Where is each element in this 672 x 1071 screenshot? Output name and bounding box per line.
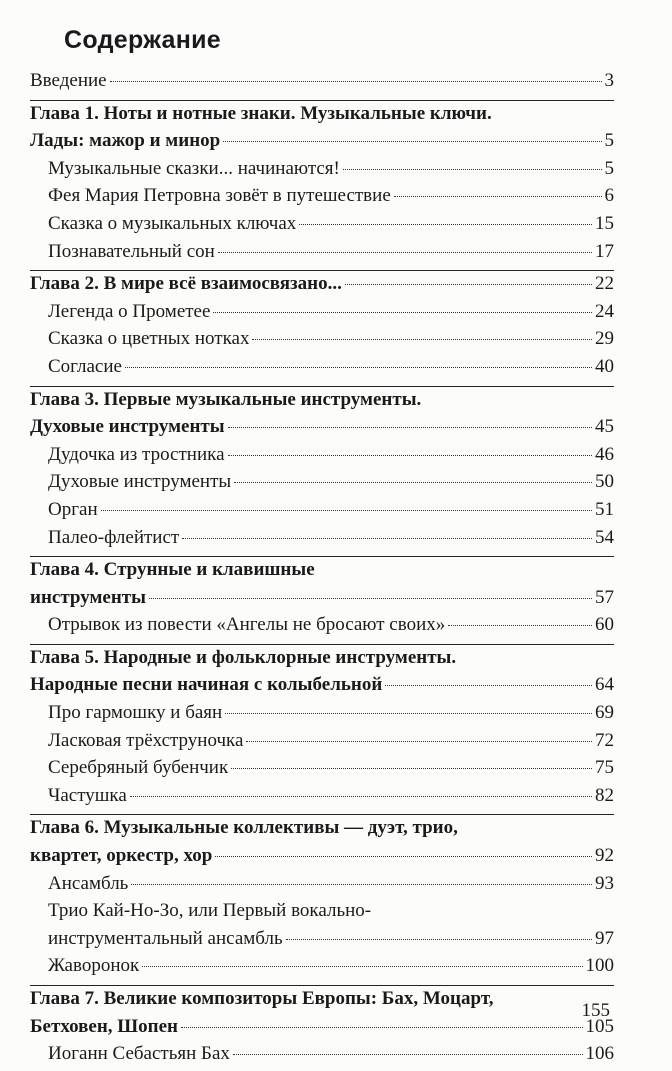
toc-entry-label: Серебряный бубенчик: [48, 757, 229, 779]
chapter-heading: Глава 7. Великие композиторы Европы: Бах, Моцарт,: [30, 988, 494, 1009]
toc-entry-page: 45: [595, 416, 614, 438]
toc-entry[interactable]: [30, 614, 614, 642]
toc-entry[interactable]: [30, 785, 614, 813]
dot-leader: [233, 1054, 583, 1055]
toc-entry[interactable]: [30, 1043, 614, 1071]
dot-leader: [182, 538, 592, 539]
dot-leader: [149, 598, 592, 599]
toc-entry-page: 17: [595, 240, 614, 262]
toc-entry-label: Жаворонок: [48, 955, 140, 977]
chapter-separator: [30, 814, 614, 815]
toc-entry[interactable]: [30, 873, 614, 901]
toc-entry-label: Дудочка из тростника: [48, 443, 225, 465]
toc-entry-label: Лады: мажор и минор: [30, 130, 221, 152]
toc-entry-label: Музыкальные сказки... начинаются!: [48, 157, 340, 179]
toc-entry[interactable]: [30, 471, 614, 499]
toc-entry-first-line[interactable]: [30, 900, 614, 928]
chapter-heading: Глава 1. Ноты и нотные знаки. Музыкальные ключи.: [30, 102, 492, 124]
dot-leader: [225, 713, 592, 714]
toc-entry-intro[interactable]: [30, 70, 614, 98]
dot-leader: [213, 312, 592, 313]
toc-entry-label: Сказка о музыкальных ключах: [48, 212, 297, 234]
toc-entry-page: 50: [595, 471, 614, 493]
dot-leader: [343, 169, 602, 170]
dot-leader: [131, 884, 592, 885]
toc-entry-label: инструменты: [30, 586, 146, 608]
toc-entry-label: Трио Кай-Но-Зо, или Первый вокально-: [48, 900, 372, 922]
toc-entry[interactable]: [30, 527, 614, 555]
toc-entry-label: Ансамбль: [48, 872, 129, 894]
toc-entry-label: Палео-флейтист: [48, 526, 180, 548]
toc-entry-page: 5: [604, 130, 614, 152]
toc-entry[interactable]: [30, 757, 614, 785]
chapter-separator: [30, 386, 614, 387]
toc-entry-page: 69: [595, 702, 614, 724]
chapter-list: [30, 100, 614, 1071]
toc-entry-label: инструментальный ансамбль: [48, 927, 283, 949]
toc-entry-page: 75: [595, 757, 614, 779]
dot-leader: [130, 796, 592, 797]
chapter-entry[interactable]: [30, 587, 614, 615]
toc-entry-page: 40: [595, 355, 614, 377]
toc-entry-page: 15: [595, 212, 614, 234]
toc-entry[interactable]: [30, 356, 614, 384]
toc-entry-page: 46: [595, 443, 614, 465]
toc-entry-label: Легенда о Прометее: [48, 300, 211, 322]
dot-leader: [228, 427, 592, 428]
toc-entry[interactable]: [30, 158, 614, 186]
toc-entry-label: Частушка: [48, 784, 127, 806]
dot-leader: [252, 339, 592, 340]
chapter-block: [30, 647, 614, 813]
chapter-entry[interactable]: [30, 130, 614, 158]
dot-leader: [215, 856, 592, 857]
toc-entry-page: 22: [595, 273, 614, 295]
toc-entry-page: 82: [595, 784, 614, 806]
toc-entry-label: Глава 2. В мире всё взаимосвязано...: [30, 273, 342, 295]
toc-entry-page: 51: [595, 498, 614, 520]
chapter-block: [30, 817, 614, 983]
chapter-block: [30, 103, 614, 269]
dot-leader: [345, 284, 592, 285]
dot-leader: [234, 482, 592, 483]
toc-entry-page: 106: [585, 1043, 614, 1065]
toc-entry-page: 93: [595, 872, 614, 894]
chapter-block: [30, 559, 614, 642]
toc-entry-label: Ласковая трёхструночка: [48, 729, 244, 751]
dot-leader: [101, 510, 592, 511]
dot-leader: [223, 141, 601, 142]
toc-entry-page: 92: [595, 845, 614, 867]
chapter-separator: [30, 270, 614, 271]
chapter-heading: Глава 3. Первые музыкальные инструменты.: [30, 388, 422, 410]
dot-leader: [142, 966, 582, 967]
chapter-entry[interactable]: [30, 674, 614, 702]
chapter-entry[interactable]: [30, 845, 614, 873]
toc-entry[interactable]: [30, 241, 614, 269]
dot-leader: [228, 455, 592, 456]
toc-entry-label: Сказка о цветных нотках: [48, 328, 250, 350]
toc-entry-label: квартет, оркестр, хор: [30, 845, 213, 867]
chapter-heading: Глава 4. Струнные и клавишные: [30, 559, 315, 581]
chapter-separator: [30, 556, 614, 557]
toc-entry-label: Орган: [48, 498, 98, 520]
chapter-block: [30, 273, 614, 383]
chapter-entry[interactable]: [30, 416, 614, 444]
toc-entry[interactable]: [30, 328, 614, 356]
dot-leader: [181, 1027, 583, 1028]
toc-entry[interactable]: [30, 185, 614, 213]
toc-entry[interactable]: [30, 955, 614, 983]
chapter-block: [30, 988, 614, 1071]
toc-entry-page: 100: [585, 955, 614, 977]
dot-leader: [394, 196, 602, 197]
toc-entry-label: Про гармошку и баян: [48, 702, 223, 724]
toc-entry[interactable]: [30, 213, 614, 241]
toc-entry-page: 72: [595, 729, 614, 751]
dot-leader: [246, 741, 592, 742]
page-title: Содержание: [64, 26, 222, 54]
chapter-entry[interactable]: [30, 1016, 614, 1044]
toc-entry-label: Народные песни начиная с колыбельной: [30, 674, 383, 696]
toc-entry-label: Иоганн Себастьян Бах: [48, 1043, 230, 1065]
dot-leader: [231, 768, 592, 769]
chapter-separator: [30, 644, 614, 645]
toc-entry-label: Фея Мария Петровна зовёт в путешествие: [48, 185, 391, 207]
toc-entry-page: 64: [595, 674, 614, 696]
chapter-heading: Глава 6. Музыкальные коллективы — дуэт, трио,: [30, 817, 458, 839]
toc-entry[interactable]: [30, 499, 614, 527]
toc-entry-page: 3: [604, 70, 614, 91]
toc-entry-page: 57: [595, 586, 614, 608]
toc-entry-page: 97: [595, 927, 614, 949]
toc-entry[interactable]: [30, 444, 614, 472]
chapter-entry[interactable]: [30, 273, 614, 301]
dot-leader: [110, 81, 602, 82]
toc-entry-page: 24: [595, 300, 614, 322]
dot-leader: [385, 685, 592, 686]
toc-entry-label: Бетховен, Шопен: [30, 1015, 178, 1037]
toc-entry-label: Духовые инструменты: [48, 471, 232, 493]
dot-leader: [125, 367, 592, 368]
dot-leader: [299, 224, 592, 225]
toc-entry-label: Согласие: [48, 355, 122, 377]
dot-leader: [448, 625, 592, 626]
toc-entry-label: Отрывок из повести «Ангелы не бросают своих»: [48, 614, 446, 636]
chapter-heading: Глава 5. Народные и фольклорные инструменты.: [30, 646, 457, 668]
chapter-block: [30, 389, 614, 555]
toc-entry[interactable]: [30, 702, 614, 730]
toc-entry-page: 29: [595, 328, 614, 350]
toc-entry[interactable]: [30, 730, 614, 758]
toc-entry-page: 54: [595, 526, 614, 548]
table-of-contents: [30, 70, 614, 1071]
chapter-separator: [30, 100, 614, 101]
toc-entry-page: 105: [585, 1015, 614, 1037]
toc-entry-page: 60: [595, 614, 614, 636]
toc-entry-page: 6: [604, 185, 614, 207]
toc-entry[interactable]: [30, 928, 614, 956]
toc-entry-label: Познавательный сон: [48, 240, 215, 262]
toc-entry[interactable]: [30, 301, 614, 329]
toc-entry-label: Духовые инструменты: [30, 416, 225, 438]
dot-leader: [218, 252, 592, 253]
dot-leader: [286, 939, 592, 940]
toc-entry-label: Введение: [30, 70, 107, 91]
page-number: 155: [581, 1000, 610, 1021]
toc-entry-page: 5: [604, 157, 614, 179]
chapter-separator: [30, 985, 614, 986]
